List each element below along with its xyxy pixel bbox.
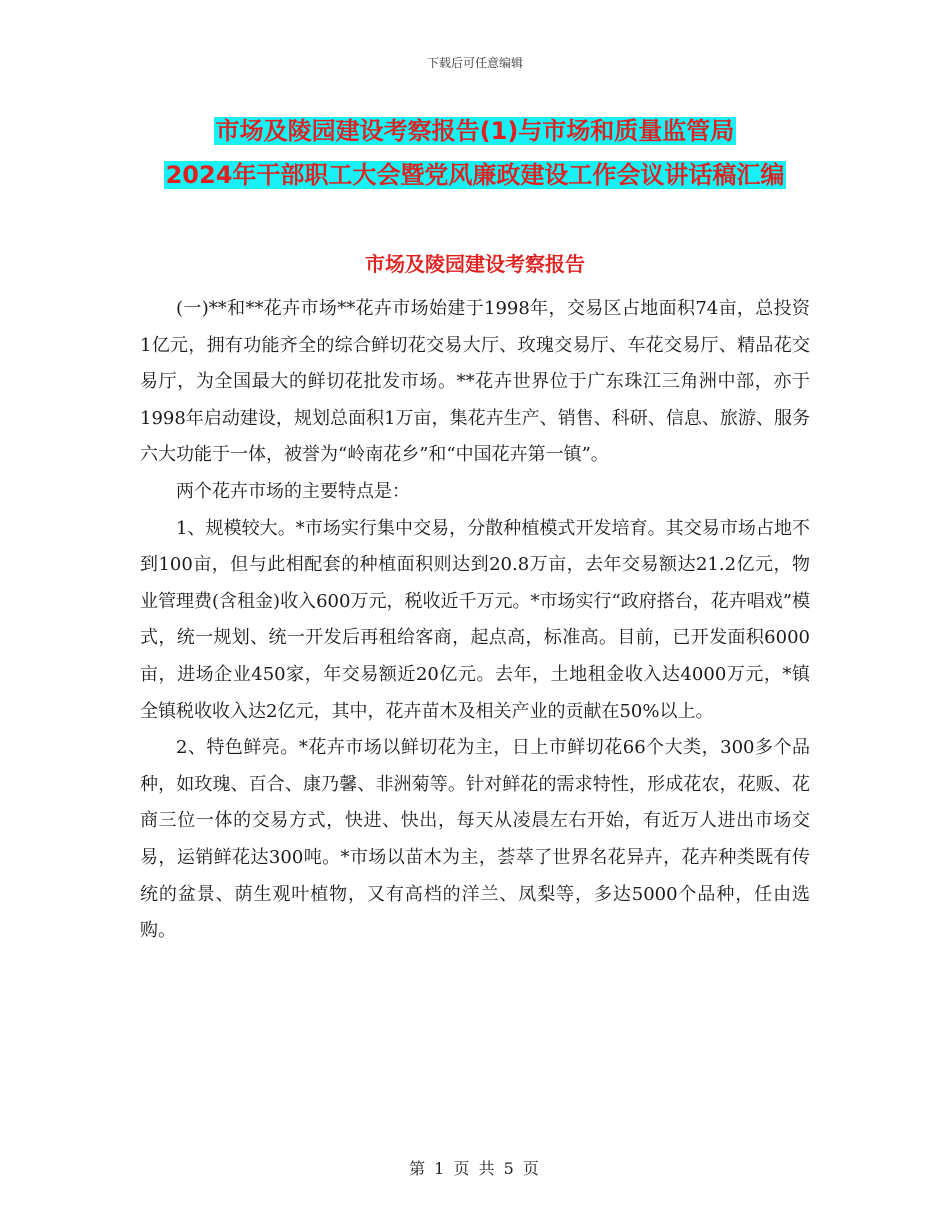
paragraph-3: 1、规模较大。*市场实行集中交易，分散种植模式开发培育。其交易市场占地不到100亩，但与此相配套的种植面积则达到20.8万亩，去年交易额达21.2亿元，物业管理费(含租金)收入600万元，税收近千万元。*市场实行“政府搭台，花卉唱戏”模式，统一规划、统一开发后再租给客商，起点高，标准高。目前，已开发面积6000亩，进场企业450家，年交易额近20亿元。去年，土地租金收入达4000万元，*镇全镇税收收入达2亿元，其中，花卉苗木及相关产业的贡献在50%以上。 xyxy=(140,517,810,722)
document-title-line-1 xyxy=(0,112,950,150)
page-number-footer: 第 1 页 共 5 页 xyxy=(409,1159,541,1178)
paragraph-4: 2、特色鲜亮。*花卉市场以鲜切花为主，日上市鲜切花66个大类，300多个品种，如玫瑰、百合、康乃馨、非洲菊等。针对鲜花的需求特性，形成花农，花贩、花商三位一体的交易方式，快进、快出，每天从凌晨左右开始，有近万人进出市场交易，运销鲜花达300吨。*市场以苗木为主，荟萃了世界名花异卉，花卉种类既有传统的盆景、荫生观叶植物，又有高档的洋兰、凤梨等，多达5000个品种，任由选购。 xyxy=(140,737,810,942)
title-line-1-text: 市场及陵园建设考察报告(1)与市场和质量监管局 xyxy=(215,117,735,145)
section-title: 市场及陵园建设考察报告 xyxy=(365,252,585,276)
header-note: 下载后可任意编辑 xyxy=(426,56,523,70)
paragraph-1: (一)**和**花卉市场**花卉市场始建于1998年，交易区占地面积74亩，总投资1亿元，拥有功能齐全的综合鲜切花交易大厅、玫瑰交易厅、车花交易厅、精品花交易厅，为全国最大的鲜切花批发市场。**花卉世界位于广东珠江三角洲中部，亦于1998年启动建设，规划总面积1万亩，集花卉生产、销售、科研、信息、旅游、服务六大功能于一体，被誉为“岭南花乡”和“中国花卉第一镇”。 xyxy=(140,298,810,466)
paragraph-2: 两个花卉市场的主要特点是： xyxy=(176,480,410,502)
document-body xyxy=(140,291,810,950)
document-title-line-2 xyxy=(0,156,950,194)
title-line-2-text: 2024年干部职工大会暨党风廉政建设工作会议讲话稿汇编 xyxy=(165,161,785,189)
